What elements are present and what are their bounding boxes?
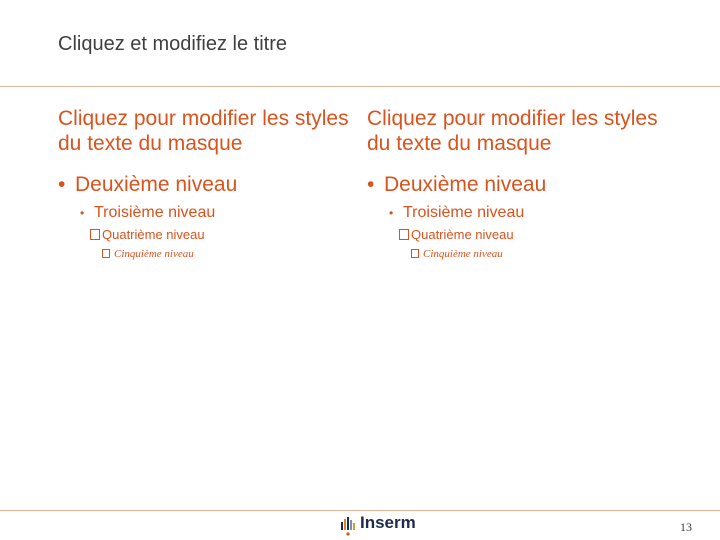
level4-item[interactable] bbox=[58, 227, 358, 243]
checkbox-bullet-icon bbox=[399, 229, 409, 240]
bullet-icon: • bbox=[58, 173, 66, 196]
level1-text[interactable]: Cliquez pour modifier les styles du texte du masque bbox=[58, 107, 349, 155]
content-column-right[interactable] bbox=[367, 106, 667, 261]
content-column-left[interactable] bbox=[58, 106, 358, 261]
slide-title[interactable]: Cliquez et modifiez le titre bbox=[58, 33, 287, 55]
level5-text: Cinquième niveau bbox=[114, 248, 194, 260]
level2-item[interactable] bbox=[58, 173, 358, 197]
level3-item[interactable] bbox=[367, 203, 667, 223]
bullet-icon: • bbox=[389, 206, 394, 220]
level5-item[interactable] bbox=[58, 247, 358, 261]
checkbox-bullet-icon bbox=[90, 229, 100, 240]
level3-text: Troisième niveau bbox=[403, 204, 525, 221]
bullet-icon: • bbox=[367, 173, 375, 196]
level2-text: Deuxième niveau bbox=[75, 173, 238, 196]
inserm-logo-icon bbox=[340, 516, 356, 536]
level3-item[interactable] bbox=[58, 203, 358, 223]
footer-divider bbox=[0, 510, 720, 511]
title-divider bbox=[0, 86, 720, 87]
level2-item[interactable] bbox=[367, 173, 667, 197]
checkbox-bullet-icon bbox=[411, 249, 419, 258]
logo-text: Inserm bbox=[360, 513, 416, 532]
level4-item[interactable] bbox=[367, 227, 667, 243]
level3-text: Troisième niveau bbox=[94, 204, 216, 221]
level1-text[interactable]: Cliquez pour modifier les styles du texte du masque bbox=[367, 107, 658, 155]
page-number: 13 bbox=[680, 520, 692, 534]
level4-text: Quatrième niveau bbox=[411, 227, 514, 242]
level4-text: Quatrième niveau bbox=[102, 227, 205, 242]
bullet-icon: • bbox=[80, 206, 85, 220]
level2-text: Deuxième niveau bbox=[384, 173, 547, 196]
level5-item[interactable] bbox=[367, 247, 667, 261]
level5-text: Cinquième niveau bbox=[423, 248, 503, 260]
checkbox-bullet-icon bbox=[102, 249, 110, 258]
